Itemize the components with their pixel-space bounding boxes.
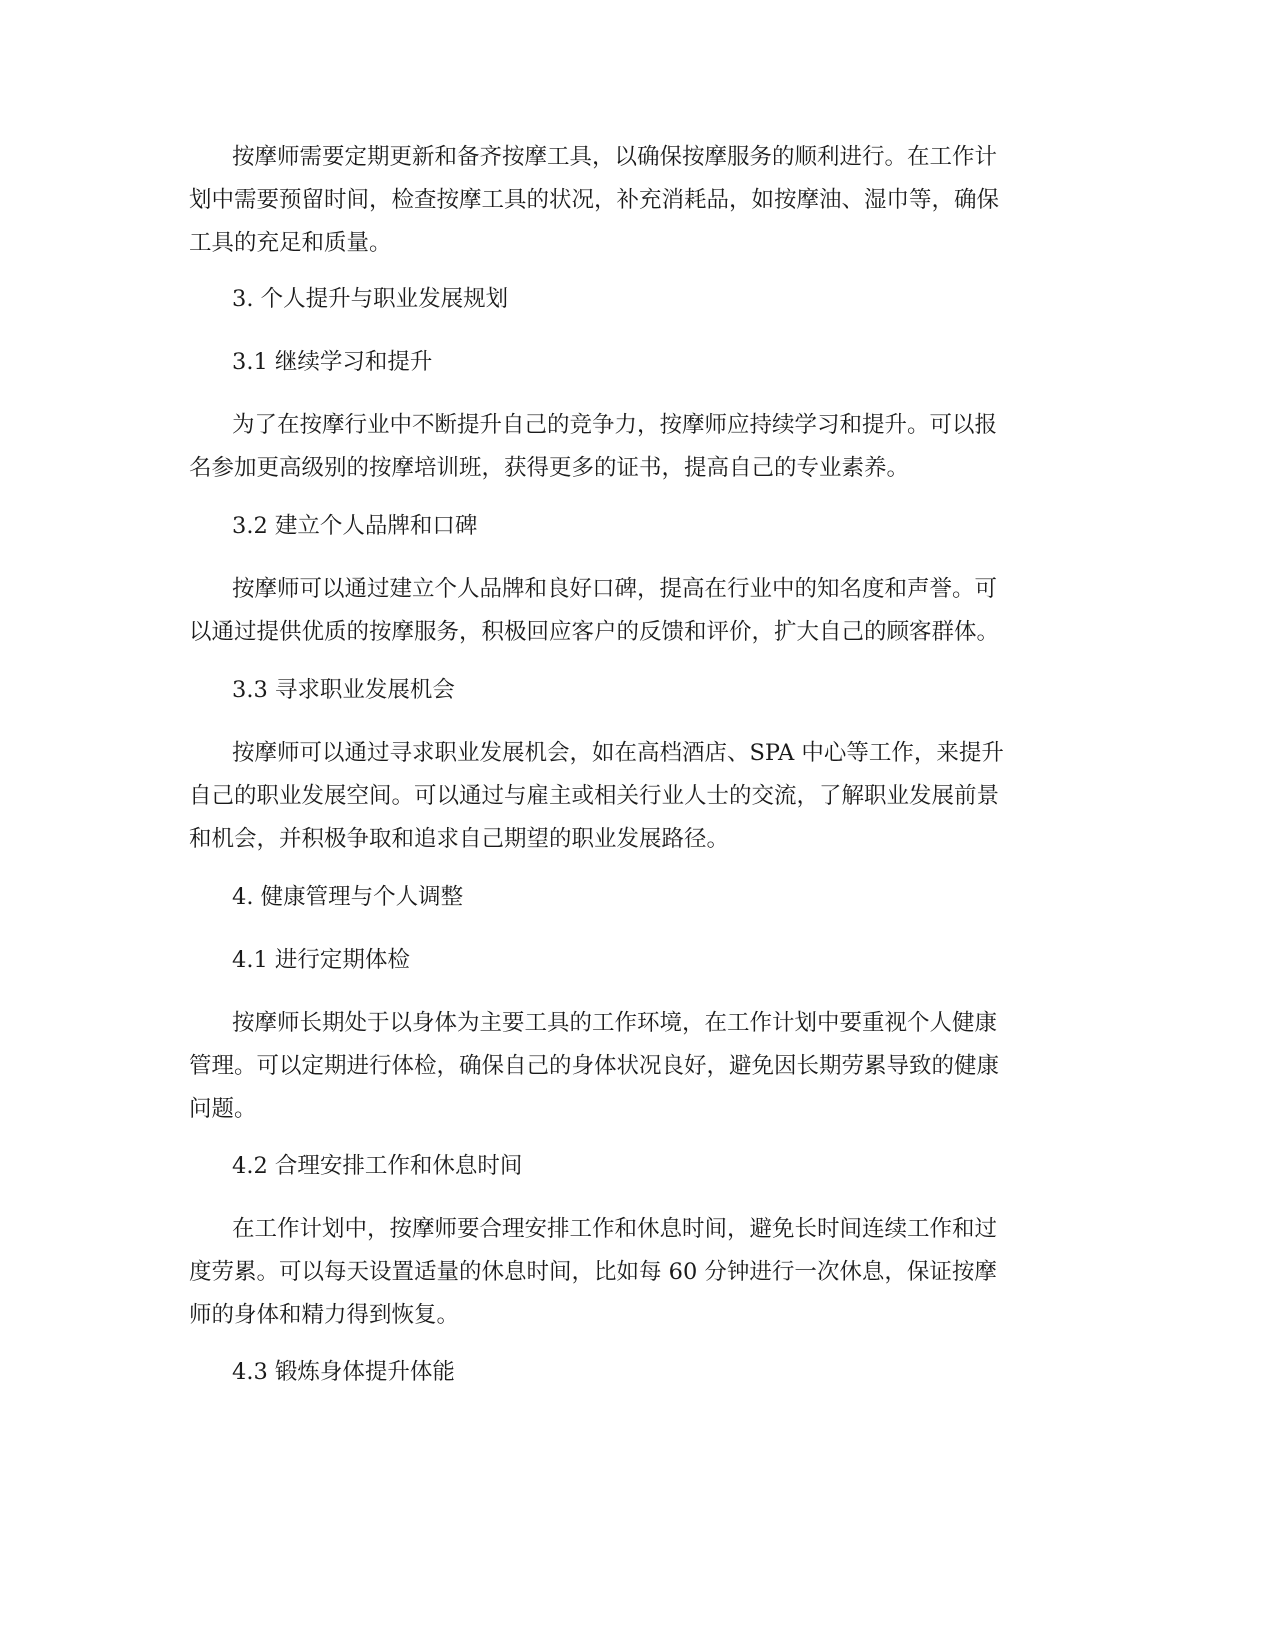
paragraph-career-opportunities [189, 732, 1089, 861]
paragraph-line: 师的身体和精力得到恢复。 [189, 1302, 460, 1328]
heading-text: 3.3 寻求职业发展机会 [232, 677, 455, 703]
paragraph-line: 工具的充足和质量。 [189, 230, 392, 256]
paragraph-line: 度劳累。可以每天设置适量的休息时间，比如每 60 分钟进行一次休息，保证按摩 [189, 1259, 997, 1285]
paragraph-line: 和机会，并积极争取和追求自己期望的职业发展路径。 [189, 826, 730, 852]
heading-3-1 [189, 341, 1089, 384]
heading-3-2 [189, 505, 1089, 548]
heading-text: 3. 个人提升与职业发展规划 [232, 286, 509, 312]
heading-4-2 [189, 1145, 1089, 1188]
paragraph-line: 管理。可以定期进行体检，确保自己的身体状况良好，避免因长期劳累导致的健康 [189, 1053, 1000, 1079]
heading-4-1 [189, 939, 1089, 982]
paragraph-personal-brand [189, 568, 1089, 654]
heading-text: 4. 健康管理与个人调整 [232, 884, 464, 910]
heading-text: 4.1 进行定期体检 [232, 947, 410, 973]
paragraph-work-rest-balance [189, 1208, 1089, 1337]
heading-section-3 [189, 278, 1089, 321]
paragraph-line: 名参加更高级别的按摩培训班，获得更多的证书，提高自己的专业素养。 [189, 455, 910, 481]
paragraph-line: 问题。 [189, 1096, 257, 1122]
paragraph-line: 按摩师长期处于以身体为主要工具的工作环境，在工作计划中要重视个人健康 [232, 1010, 998, 1036]
paragraph-continuous-learning [189, 404, 1089, 490]
paragraph-line: 为了在按摩行业中不断提升自己的竞争力，按摩师应持续学习和提升。可以报 [232, 412, 998, 438]
heading-4-3 [189, 1351, 1089, 1394]
paragraph-health-checkup [189, 1002, 1089, 1131]
paragraph-line: 按摩师需要定期更新和备齐按摩工具，以确保按摩服务的顺利进行。在工作计 [232, 144, 998, 170]
heading-3-3 [189, 669, 1089, 712]
heading-text: 3.2 建立个人品牌和口碑 [232, 513, 478, 539]
paragraph-line: 以通过提供优质的按摩服务，积极回应客户的反馈和评价，扩大自己的顾客群体。 [189, 619, 1000, 645]
paragraph-line: 按摩师可以通过寻求职业发展机会，如在高档酒店、SPA 中心等工作，来提升 [232, 740, 1004, 766]
paragraph-line: 自己的职业发展空间。可以通过与雇主或相关行业人士的交流，了解职业发展前景 [189, 783, 1000, 809]
paragraph-tool-maintenance [189, 136, 1089, 265]
heading-text: 4.2 合理安排工作和休息时间 [232, 1153, 523, 1179]
paragraph-line: 在工作计划中，按摩师要合理安排工作和休息时间，避免长时间连续工作和过 [232, 1216, 998, 1242]
heading-text: 4.3 锻炼身体提升体能 [232, 1359, 455, 1385]
paragraph-line: 按摩师可以通过建立个人品牌和良好口碑，提高在行业中的知名度和声誉。可 [232, 576, 998, 602]
paragraph-line: 划中需要预留时间，检查按摩工具的状况，补充消耗品，如按摩油、湿巾等，确保 [189, 187, 1000, 213]
heading-text: 3.1 继续学习和提升 [232, 349, 433, 375]
heading-section-4 [189, 876, 1089, 919]
